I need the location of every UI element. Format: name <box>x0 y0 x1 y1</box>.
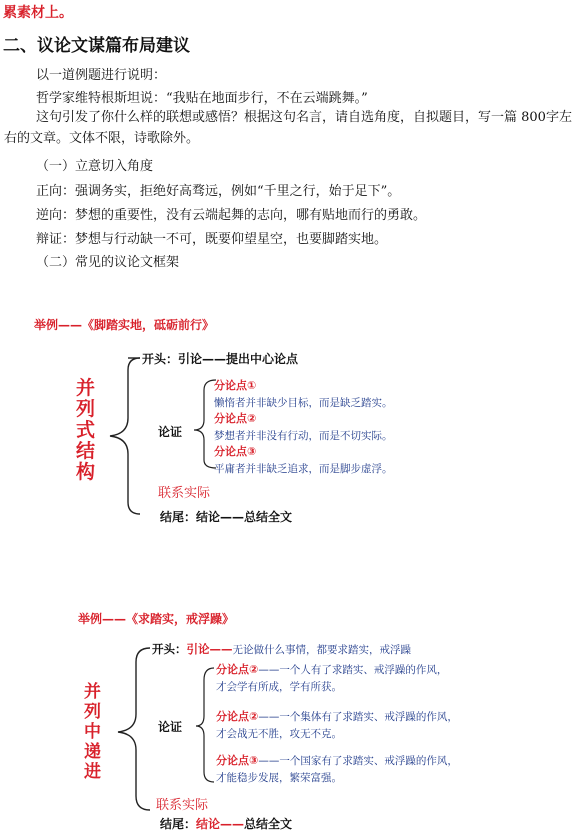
intro-text: 以一道例题进行说明： <box>36 68 167 83</box>
section-title: 二、议论文谋篇布局建议 <box>3 36 190 56</box>
diagram2-point2-text2: 才会战无不胜，攻无不克。 <box>216 728 342 740</box>
diagram1-kaitou-text: 引论——提出中心论点 <box>178 352 299 366</box>
diagram1-jiewei-label: 结尾： <box>160 510 197 524</box>
diagram2-example-title: 举例——《求踏实，戒浮躁》 <box>78 612 235 626</box>
diagram1-kaitou-label: 开头： <box>142 352 179 366</box>
angle-dialectic: 辩证：梦想与行动缺一不可，既要仰望星空，也要脚踏实地。 <box>36 232 388 247</box>
diagram2-kaitou <box>152 641 411 657</box>
diagram2-point2-text1: ——一个集体有了求踏实、戒浮躁的作风， <box>258 711 458 723</box>
subheading-angles: （一）立意切入角度 <box>36 159 154 174</box>
diagram1-point2-label: 分论点② <box>214 412 257 425</box>
subheading-frameworks: （二）常见的议论文框架 <box>36 255 180 270</box>
diagram2-lunzheng-bracket <box>196 668 214 782</box>
diagram2-point3-label: 分论点③ <box>216 754 259 767</box>
diagram2-point1-label: 分论点② <box>216 663 259 676</box>
diagram2-point1 <box>216 661 447 677</box>
diagram2-kaitou-label: 开头： <box>152 642 187 656</box>
diagram1-example-title: 举例——《脚踏实地，砥砺前行》 <box>34 318 215 332</box>
diagram1-main-bracket <box>110 358 140 514</box>
diagram2-point1-text2: 才会学有所成，学有所获。 <box>216 681 342 693</box>
diagram2-point3 <box>216 752 458 768</box>
diagram1-lunzheng-bracket <box>194 380 216 468</box>
diagram1-kaitou <box>142 350 298 367</box>
diagram2-point3-text1: ——一个国家有了求踏实、戒浮躁的作风， <box>258 755 458 767</box>
diagram1-point3-text: 平庸者并非缺乏追求，而是脚步虚浮。 <box>214 463 393 475</box>
diagram2-jiewei <box>160 815 292 832</box>
diagram1-point1-text: 懒惰者并非缺少目标，而是缺乏踏实。 <box>214 397 393 409</box>
diagram2-jiewei-red: 结论—— <box>196 817 245 831</box>
diagram2-point1-text1: ——一个人有了求踏实、戒浮躁的作风， <box>258 664 448 676</box>
diagram2-point2 <box>216 708 458 724</box>
diagram1-jiewei-text: 结论——总结全文 <box>196 510 293 524</box>
diagram2-kaitou-red: 引论—— <box>186 642 233 656</box>
diagram2-main-bracket <box>118 648 150 810</box>
diagram2-kaitou-text: 无论做什么事情，都要求踏实，戒浮躁 <box>232 644 411 656</box>
diagram1-jiewei <box>160 508 292 525</box>
angle-reverse: 逆向：梦想的重要性，没有云端起舞的志向，哪有贴地而行的勇敢。 <box>36 208 427 223</box>
diagram2-point3-text2: 才能稳步发展，繁荣富强。 <box>216 772 342 784</box>
diagram1-lianxi: 联系实际 <box>158 486 211 501</box>
prompt-paragraph: 这句引发了你什么样的联想或感悟？根据这句名言，请自选角度，自拟题目，写一篇 800字左右的文章。文体不限，诗歌除外。 <box>4 110 572 146</box>
diagram2-lunzheng-label: 论证 <box>158 720 183 734</box>
diagram2-vertical-label: 并 列 中 递 进 <box>84 682 101 782</box>
diagram1-vertical-label: 并 列 式 结 构 <box>76 377 96 483</box>
diagram2-point2-label: 分论点② <box>216 710 259 723</box>
quote-line: 哲学家维特根斯坦说：“我贴在地面步行，不在云端跳舞。” <box>36 91 368 106</box>
diagram1-point1-label: 分论点① <box>214 379 257 392</box>
diagram2-jiewei-label: 结尾： <box>160 817 197 831</box>
angle-positive: 正向：强调务实，拒绝好高骛远，例如“千里之行，始于足下”。 <box>36 184 401 199</box>
diagram1-lunzheng-label: 论证 <box>158 425 183 439</box>
diagram2-jiewei-text: 总结全文 <box>244 817 293 831</box>
diagram1-point2-text: 梦想者并非没有行动，而是不切实际。 <box>214 430 393 442</box>
diagram1-point3-label: 分论点③ <box>214 445 257 458</box>
top-fragment: 累素材上。 <box>3 5 73 21</box>
diagram2-lianxi: 联系实际 <box>156 798 209 813</box>
